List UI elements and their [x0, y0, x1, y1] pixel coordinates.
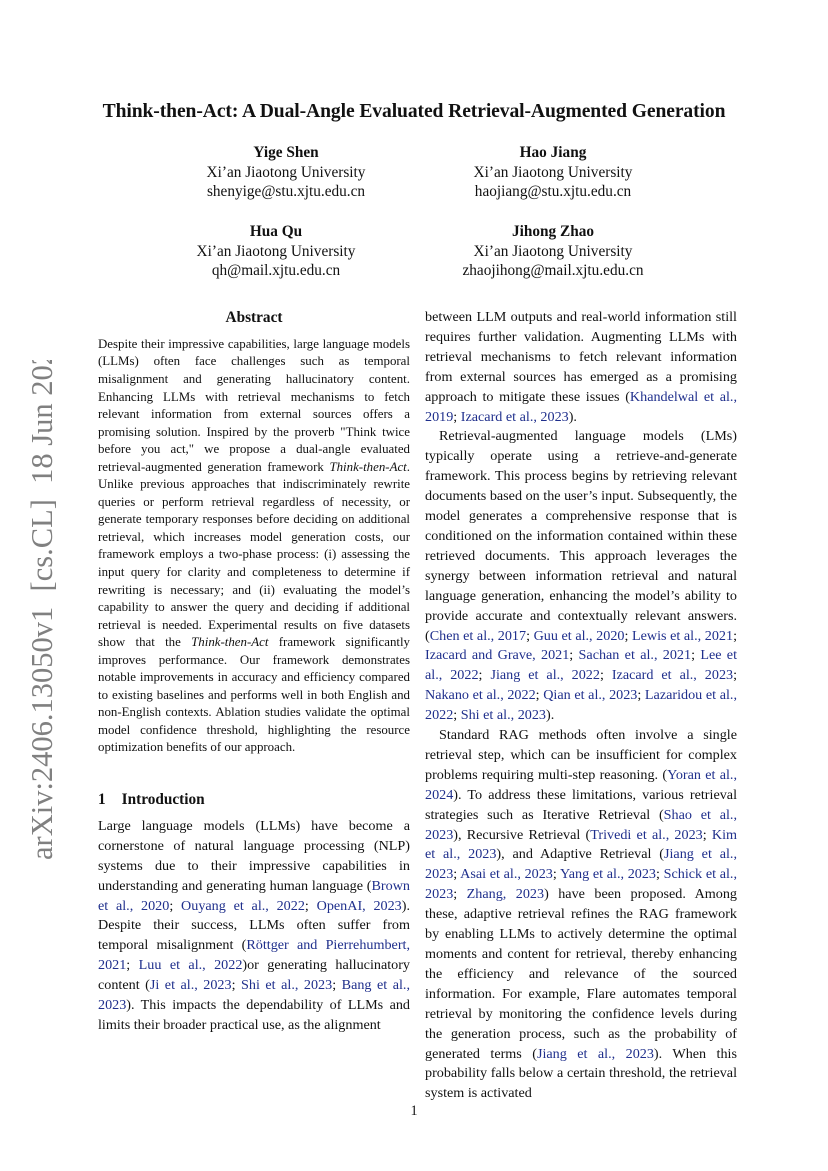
author-email: shenyige@stu.xjtu.edu.cn: [206, 183, 366, 201]
citation-link[interactable]: Guu et al., 2020: [533, 627, 625, 644]
text-run: )or generating hallucinatory content (: [98, 957, 410, 994]
abstract-heading: Abstract: [225, 309, 283, 326]
text-run: ;: [304, 897, 317, 914]
citation-link[interactable]: Ji et al., 2023: [149, 977, 232, 994]
citation-link[interactable]: Ouyang et al., 2022: [181, 897, 305, 914]
citation-link[interactable]: Izacard et al., 2023: [611, 667, 734, 684]
text-run: ;: [231, 977, 242, 994]
text-run: ).: [568, 408, 577, 425]
author-email: zhaojihong@mail.xjtu.edu.cn: [462, 262, 644, 280]
citation-link[interactable]: Trivedi et al., 2023: [590, 826, 703, 843]
text-run: ). When this probability falls below a certain threshold, the retrieval system is activated: [425, 1045, 737, 1102]
left-column: [98, 308, 410, 1036]
text-run: ;: [599, 667, 612, 684]
paper-title: Think-then-Act: A Dual-Angle Evaluated Retrieval-Augmented Generation: [102, 101, 726, 122]
page-number: 1: [410, 1103, 418, 1119]
text-run: ), and Adaptive Retrieval (: [496, 846, 664, 863]
section-title: Introduction: [121, 791, 205, 809]
citation-link[interactable]: Yoran et al., 2024: [425, 766, 737, 803]
citation-link[interactable]: Izacard and Grave, 2021: [425, 647, 570, 664]
intro-paragraph-1: [98, 817, 410, 1036]
author-affiliation: Xi’an Jiaotong University: [473, 242, 633, 260]
citation-link[interactable]: Shao et al., 2023: [425, 806, 737, 843]
text-run: between LLM outputs and real-world information still requires further validation. Augmenting LLMs with retrieval mechanisms to fetch relevant information from external sources has emerged as a promising approach to mitigate these issues (: [425, 309, 737, 405]
text-run: Despite their impressive capabilities, large language models (LLMs) often face challenges such as temporal misalignment and generating hallucinatory content. Enhancing LLMs with retrieval mechanisms to fetch relevant information from external sources offers a promising solution. Inspired by the proverb "Think twice before you act," we propose a dual-angle evaluated retrieval-augmented generation framework: [98, 336, 410, 474]
citation-link[interactable]: Chen et al., 2017: [429, 627, 527, 644]
intro-paragraph-2: [425, 427, 737, 726]
author-block-1: [136, 143, 436, 202]
text-run: ;: [535, 687, 544, 704]
citation-link[interactable]: Brown et al., 2020: [98, 877, 410, 914]
citation-link[interactable]: Luu et al., 2022: [138, 957, 243, 974]
citation-link[interactable]: Jiang et al., 2022: [490, 667, 600, 684]
text-run: ;: [453, 408, 461, 425]
text-run: ). To address these limitations, various retrieval strategies such as Iterative Retrieval (: [425, 786, 737, 823]
citation-link[interactable]: Sachan et al., 2021: [578, 647, 692, 664]
text-run: Retrieval-augmented language models (LMs) typically operate using a retrieve-and-generate framework. This process begins by retrieving relevant documents based on the user’s input. Subsequently, the model generates a comprehensive response that is conditioned on the information contained within these retrieved documents. This approach leverages the synergy between information retrieval and natural language generation, enhancing the model’s ability to provide accurate and contextually relevant answers. (: [425, 428, 737, 644]
text-run: ). Despite their success, LLMs often suffer from temporal misalignment (: [98, 897, 411, 954]
section-number: 1: [98, 791, 106, 809]
author-name: Hao Jiang: [519, 144, 587, 161]
intro-paragraph-continued: [425, 308, 737, 427]
citation-link[interactable]: Zhang, 2023: [466, 886, 545, 903]
text-run: ;: [169, 897, 182, 914]
text-run: Large language models (LLMs) have become a cornerstone of natural language processing (NLP) systems due to their impressive capabilities in understanding and generating human language (: [98, 817, 410, 894]
text-run: ;: [702, 826, 712, 843]
arxiv-identifier: arXiv:2406.13050v1 [cs.CL] 18 Jun 2024: [25, 360, 59, 860]
citation-link[interactable]: Izacard et al., 2023: [460, 408, 569, 425]
author-email: haojiang@stu.xjtu.edu.cn: [474, 183, 632, 201]
author-affiliation: Xi’an Jiaotong University: [196, 242, 356, 260]
citation-link[interactable]: OpenAI, 2023: [316, 897, 402, 914]
text-run: ;: [453, 707, 461, 724]
citation-link[interactable]: Jiang et al., 2023: [425, 846, 737, 883]
text-run: ;: [624, 627, 632, 644]
text-run: ;: [656, 866, 664, 883]
text-run: ;: [126, 957, 139, 974]
text-run: ;: [637, 687, 645, 704]
text-run: Standard RAG methods often involve a single retrieval step, which can be insufficient for complex problems requiring multi-step reasoning. (: [425, 727, 737, 783]
author-name: Hua Qu: [249, 223, 303, 240]
citation-link[interactable]: Nakano et al., 2022: [425, 687, 536, 704]
author-email: qh@mail.xjtu.edu.cn: [211, 262, 341, 280]
citation-link[interactable]: Jiang et al., 2023: [536, 1045, 654, 1062]
author-block-3: [126, 222, 426, 281]
author-block-2: [403, 143, 703, 202]
citation-link[interactable]: Lazaridou et al., 2022: [425, 687, 737, 724]
citation-link[interactable]: Khandelwal et al., 2019: [425, 388, 737, 425]
text-run: ;: [453, 886, 467, 903]
text-run: ;: [453, 866, 461, 883]
text-run: ;: [569, 647, 579, 664]
intro-paragraph-3: [425, 726, 737, 1104]
text-run: ;: [691, 647, 701, 664]
italic-text: Think-then-Act: [329, 459, 407, 474]
citation-link[interactable]: Yang et al., 2023: [559, 866, 657, 883]
text-run: ).: [545, 707, 555, 724]
citation-link[interactable]: Shi et al., 2023: [460, 707, 546, 724]
italic-text: Think-then-Act: [191, 635, 269, 650]
citation-link[interactable]: Röttger and Pierrehumbert, 2021: [98, 937, 410, 974]
author-name: Yige Shen: [253, 144, 319, 161]
text-run: ;: [733, 667, 738, 684]
text-run: ;: [332, 977, 342, 994]
arxiv-sidebar-stamp: [8, 360, 68, 880]
section-heading-introduction: [98, 790, 410, 810]
arxiv-stamp-svg: [8, 360, 68, 880]
author-affiliation: Xi’an Jiaotong University: [473, 163, 633, 181]
citation-link[interactable]: Kim et al., 2023: [425, 826, 737, 863]
citation-link[interactable]: Lee et al., 2022: [425, 647, 738, 684]
text-run: ;: [552, 866, 560, 883]
citation-link[interactable]: Asai et al., 2023: [460, 866, 553, 883]
text-run: . Unlike previous approaches that indiscriminately rewrite queries or perform retrieval regardless of necessity, or generate temporary responses before deciding on additional retrieval, which increases model generation costs, our framework employs a two-phase process: (i) assessing the input query for clarity and completeness to determine if rewriting is necessary; and (ii) evaluating the model’s capability to answer the query and deciding if additional retrieval is needed. Experimental results on five datasets show that the: [98, 459, 410, 650]
citation-link[interactable]: Shi et al., 2023: [241, 977, 333, 994]
text-run: ;: [478, 667, 491, 684]
text-run: framework significantly improves performance. Our framework demonstrates notable improvements in accuracy and efficiency compared to existing baselines and performs well in both English and non-English contexts. Ablation studies validate the optimal model confidence threshold, highlighting the resource optimization benefits of our approach.: [98, 635, 410, 755]
author-name: Jihong Zhao: [511, 223, 595, 240]
text-run: ) have been proposed. Among these, adaptive retrieval refines the RAG framework by enabling LLMs to actively determine the optimal moments and content for retrieval, thereby enhancing the efficiency and relevance of the sourced information. For example, Flare automates temporal retrieval by monitoring the confidence levels during the generation process, such as the probability of generated terms (: [425, 886, 737, 1062]
text-run: ;: [526, 627, 534, 644]
citation-link[interactable]: Qian et al., 2023: [543, 687, 638, 704]
text-run: ). This impacts the dependability of LLMs and limits their broader practical use, as the alignment: [98, 997, 410, 1033]
citation-link[interactable]: Schick et al., 2023: [425, 866, 737, 903]
citation-link[interactable]: Lewis et al., 2021: [631, 627, 734, 644]
citation-link[interactable]: Bang et al., 2023: [98, 977, 411, 1014]
abstract-text: [98, 336, 410, 757]
author-block-4: [403, 222, 703, 281]
text-run: ;: [733, 627, 737, 644]
right-column: [425, 308, 737, 1104]
author-affiliation: Xi’an Jiaotong University: [206, 163, 366, 181]
text-run: ), Recursive Retrieval (: [453, 826, 591, 843]
